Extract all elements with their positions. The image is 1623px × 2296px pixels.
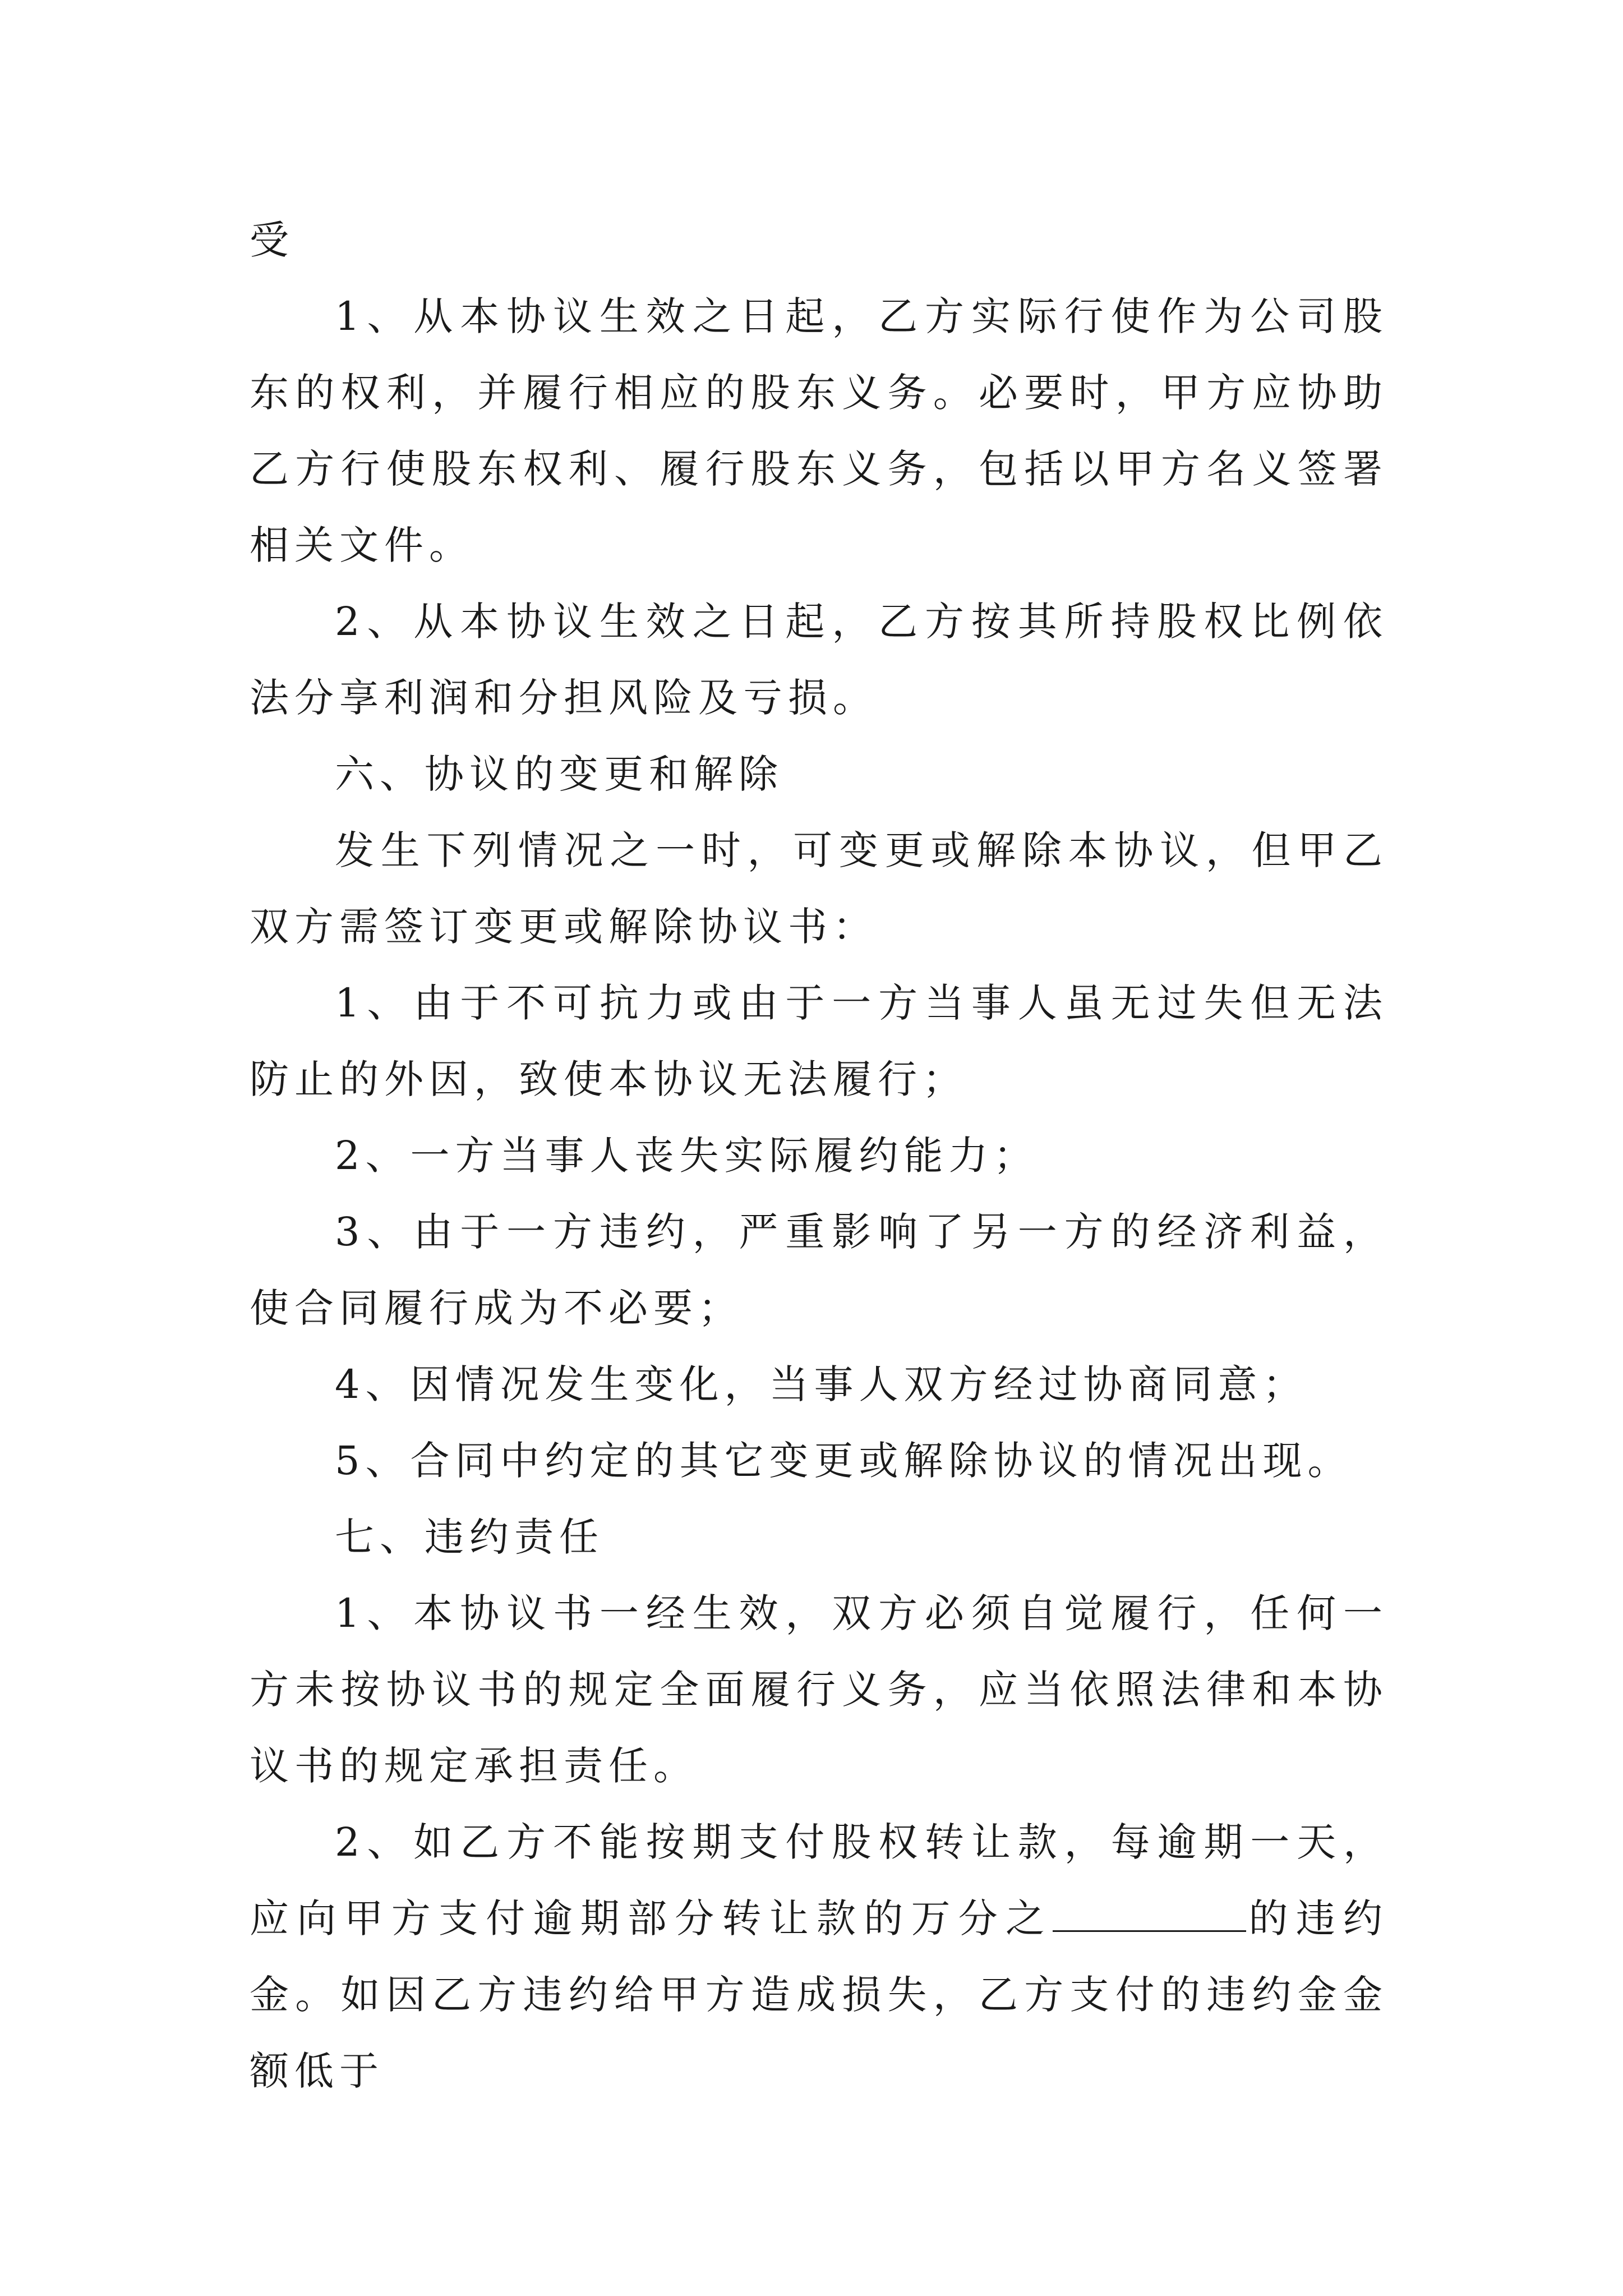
fill-in-blank <box>1053 1897 1246 1932</box>
paragraph-mutual-agreement: 4、因情况发生变化，当事人双方经过协商同意； <box>335 1361 1308 1407</box>
late-payment-text-after: 的违约金。如因乙方违约给甲方造成损失，乙方支付的违约金金额低于 <box>250 1895 1388 2094</box>
late-payment-text-before: 2、如乙方不能按期支付股权转让款，每逾期一天，应向甲方支付逾期部分转让款的万分之 <box>250 1819 1388 1941</box>
paragraph-other-conditions: 5、合同中约定的其它变更或解除协议的情况出现。 <box>335 1438 1353 1484</box>
paragraph-shareholder-rights: 1、从本协议生效之日起，乙方实际行使作为公司股东的权利，并履行相应的股东义务。必要时，甲方应协助乙方行使股东权利、履行股东义务，包括以甲方名义签署相关文件。 <box>250 293 1388 568</box>
paragraph-fragment: 受 <box>250 217 294 263</box>
paragraph-breach-impact: 3、由于一方违约，严重影响了另一方的经济利益，使合同履行成为不必要； <box>250 1209 1388 1331</box>
document-body <box>250 202 1388 2109</box>
paragraph-amendment-intro: 发生下列情况之一时，可变更或解除本协议，但甲乙双方需签订变更或解除协议书： <box>250 827 1388 950</box>
paragraph-profit-sharing: 2、从本协议生效之日起，乙方按其所持股权比例依法分享利润和分担风险及亏损。 <box>250 599 1388 721</box>
paragraph-incapacity: 2、一方当事人丧失实际履约能力； <box>335 1133 1039 1179</box>
paragraph-performance-duty: 1、本协议书一经生效，双方必须自觉履行，任何一方未按协议书的规定全面履行义务，应当依照法律和本协议书的规定承担责任。 <box>250 1590 1388 1789</box>
paragraph-force-majeure: 1、由于不可抗力或由于一方当事人虽无过失但无法防止的外因，致使本协议无法履行； <box>250 980 1388 1102</box>
section-heading-liability: 七、违约责任 <box>335 1514 604 1560</box>
section-heading-amendment: 六、协议的变更和解除 <box>335 751 783 797</box>
paragraph-late-payment <box>250 1804 1388 2109</box>
